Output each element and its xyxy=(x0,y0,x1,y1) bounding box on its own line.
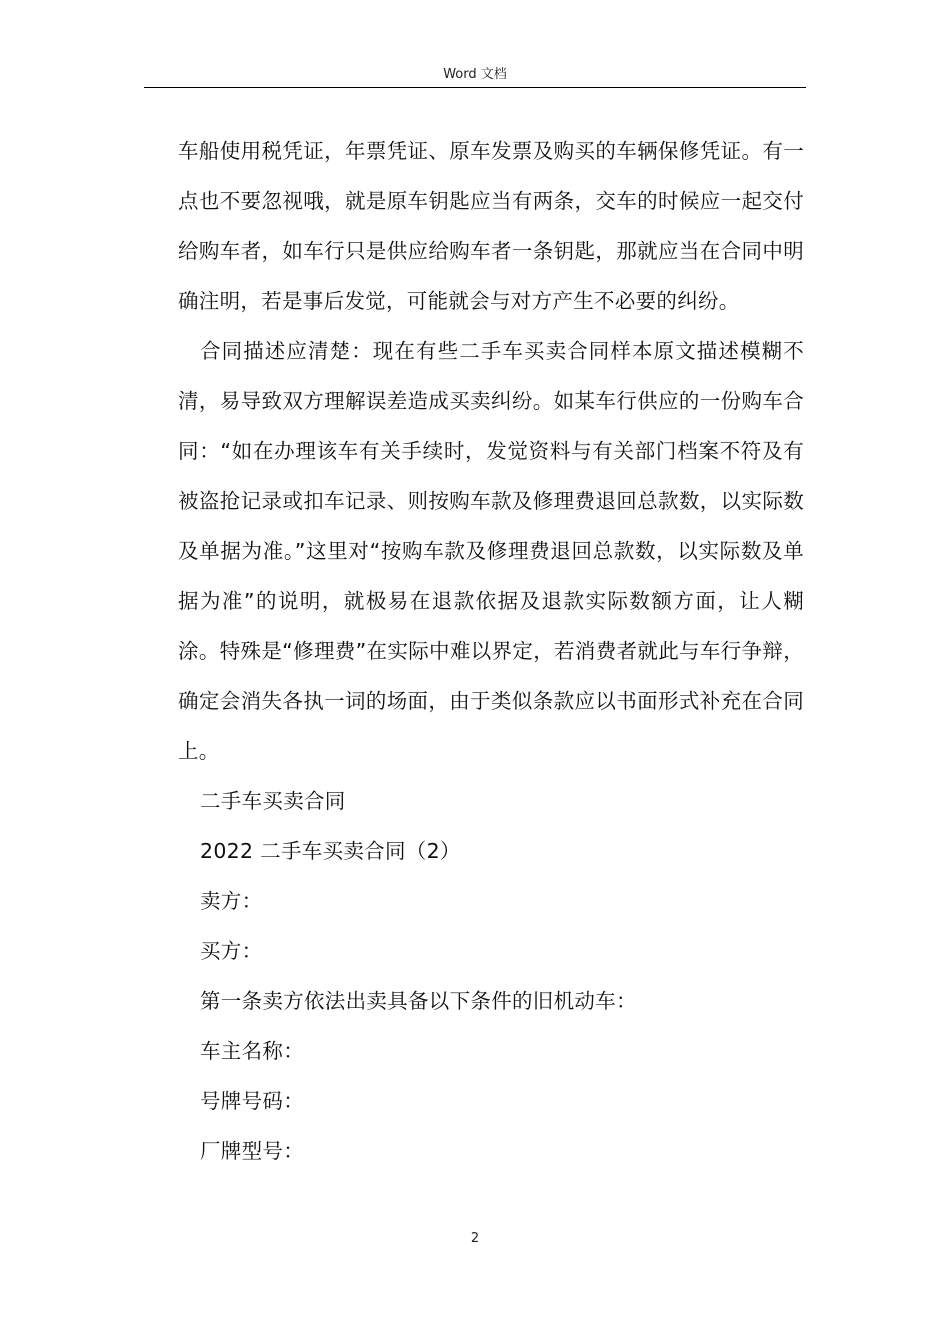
article-one: 第一条卖方依法出卖具备以下条件的旧机动车： xyxy=(200,989,637,1013)
header-divider xyxy=(144,87,806,88)
paragraph-contract-clarity: 合同描述应清楚：现在有些二手车买卖合同样本原文描述模糊不清，易导致双方理解误差造成买卖纠纷。如某车行供应的一份购车合同：“如在办理该车有关手续时，发觉资料与有关部门档案不符及有被盗抢记录或扣车记录、则按购车款及修理费退回总款数，以实际数及单据为准。”这里对“按购车款及修理费退回总款数，以实际数及单据为准”的说明，就极易在退款依据及退款实际数额方面，让人糊涂。特殊是“修理费”在实际中难以界定，若消费者就此与车行争辩，确定会消失各执一词的场面，由于类似条款应以书面形式补充在合同上。 xyxy=(178,339,804,763)
buyer-field: 买方： xyxy=(200,939,263,963)
contract-title: 2022 二手车买卖合同（2） xyxy=(200,839,461,863)
page-number: 2 xyxy=(470,1231,480,1246)
paragraph-key-and-receipts: 车船使用税凭证，年票凭证、原车发票及购买的车辆保修凭证。有一点也不要忽视哦，就是原车钥匙应当有两条，交车的时候应一起交付给购车者，如车行只是供应给购车者一条钥匙，那就应当在合同中明确注明，若是事后发觉，可能就会与对方产生不必要的纠纷。 xyxy=(178,139,804,313)
document-body xyxy=(178,126,804,1176)
model-field: 厂牌型号： xyxy=(200,1139,304,1163)
owner-name-field: 车主名称： xyxy=(200,1039,304,1063)
page-header: Word 文档 xyxy=(443,67,507,82)
section-title: 二手车买卖合同 xyxy=(200,789,346,813)
plate-number-field: 号牌号码： xyxy=(200,1089,304,1113)
seller-field: 卖方： xyxy=(200,889,263,913)
